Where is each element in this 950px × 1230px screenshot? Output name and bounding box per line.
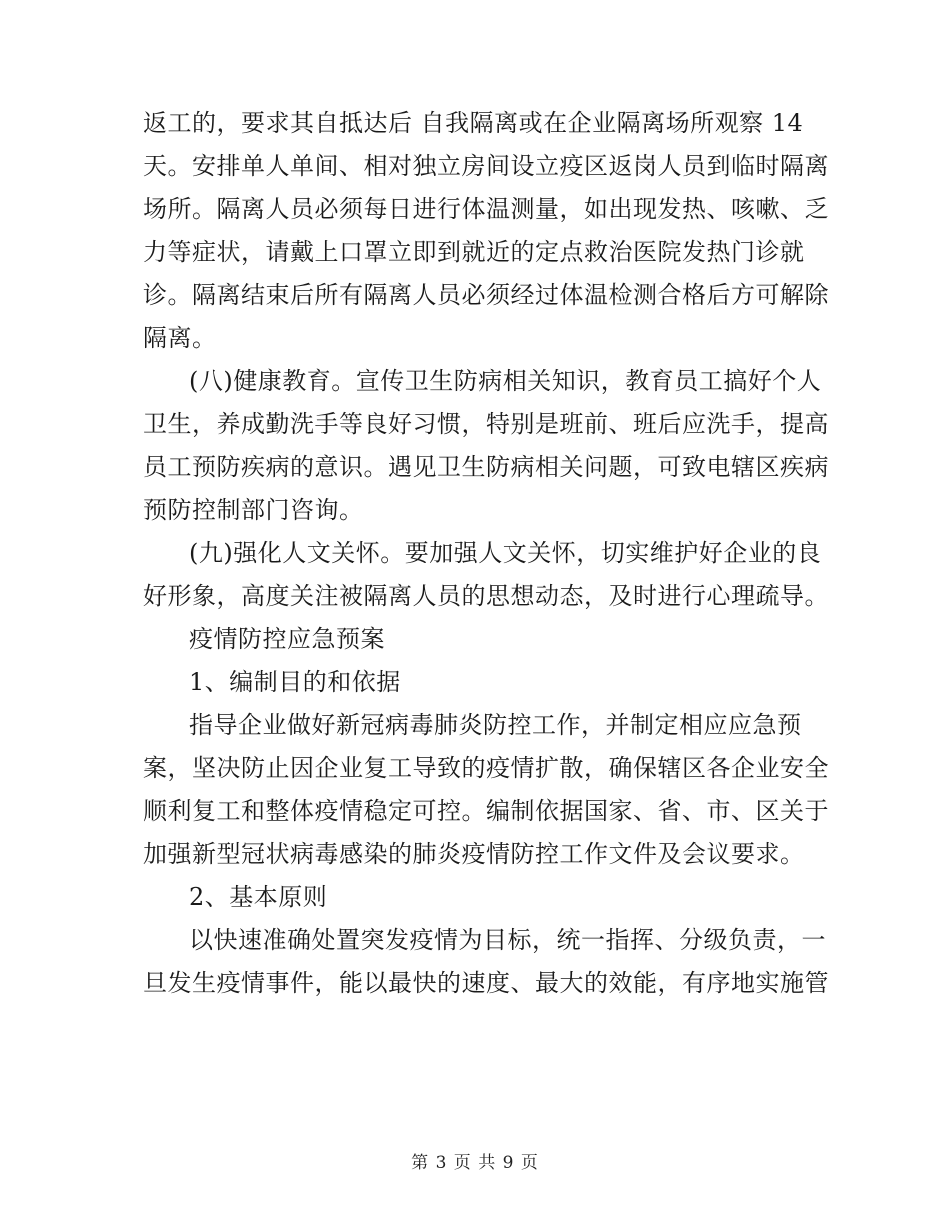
- paragraph-health-education: (八)健康教育。宣传卫生防病相关知识，教育员工搞好个人: [189, 367, 822, 395]
- text-line: 预防控制部门咨询。: [143, 496, 364, 524]
- paragraph-principles: 以快速准确处置突发疫情为目标，统一指挥、分级负责，一: [189, 926, 826, 954]
- document-body: [143, 102, 829, 1005]
- text-line: 场所。隔离人员必须每日进行体温测量，如出现发热、咳嗽、乏: [143, 195, 829, 223]
- text-line: 力等症状，请戴上口罩立即到就近的定点救治医院发热门诊就: [143, 238, 805, 266]
- text-line: 天。安排单人单间、相对独立房间设立疫区返岗人员到临时隔离: [143, 152, 829, 180]
- text-line: 案，坚决防止因企业复工导致的疫情扩散，确保辖区各企业安全: [143, 754, 829, 782]
- section-title-emergency-plan: 疫情防控应急预案: [189, 625, 385, 653]
- paragraph-humanistic-care: (九)强化人文关怀。要加强人文关怀，切实维护好企业的良: [189, 539, 822, 567]
- text-line: 顺利复工和整体疫情稳定可控。编制依据国家、省、市、区关于: [143, 797, 829, 825]
- text-line: 旦发生疫情事件，能以最快的速度、最大的效能，有序地实施管: [143, 969, 829, 997]
- paragraph-purpose: 指导企业做好新冠病毒肺炎防控工作，并制定相应应急预: [189, 711, 802, 739]
- section-heading-principles: 2、基本原则: [189, 883, 328, 911]
- text-line: 隔离。: [143, 324, 217, 352]
- text-line: 加强新型冠状病毒感染的肺炎疫情防控工作文件及会议要求。: [143, 840, 805, 868]
- section-heading-purpose: 1、编制目的和依据: [189, 668, 401, 696]
- page-number: 第 3 页 共 9 页: [411, 1153, 539, 1173]
- text-line: 卫生，养成勤洗手等良好习惯，特别是班前、班后应洗手，提高: [143, 410, 829, 438]
- text-line: 员工预防疾病的意识。遇见卫生防病相关问题，可致电辖区疾病: [143, 453, 829, 481]
- text-line: 返工的，要求其自抵达后 自我隔离或在企业隔离场所观察 14: [143, 109, 804, 137]
- text-line: 好形象，高度关注被隔离人员的思想动态，及时进行心理疏导。: [143, 582, 829, 610]
- text-line: 诊。隔离结束后所有隔离人员必须经过体温检测合格后方可解除: [143, 281, 829, 309]
